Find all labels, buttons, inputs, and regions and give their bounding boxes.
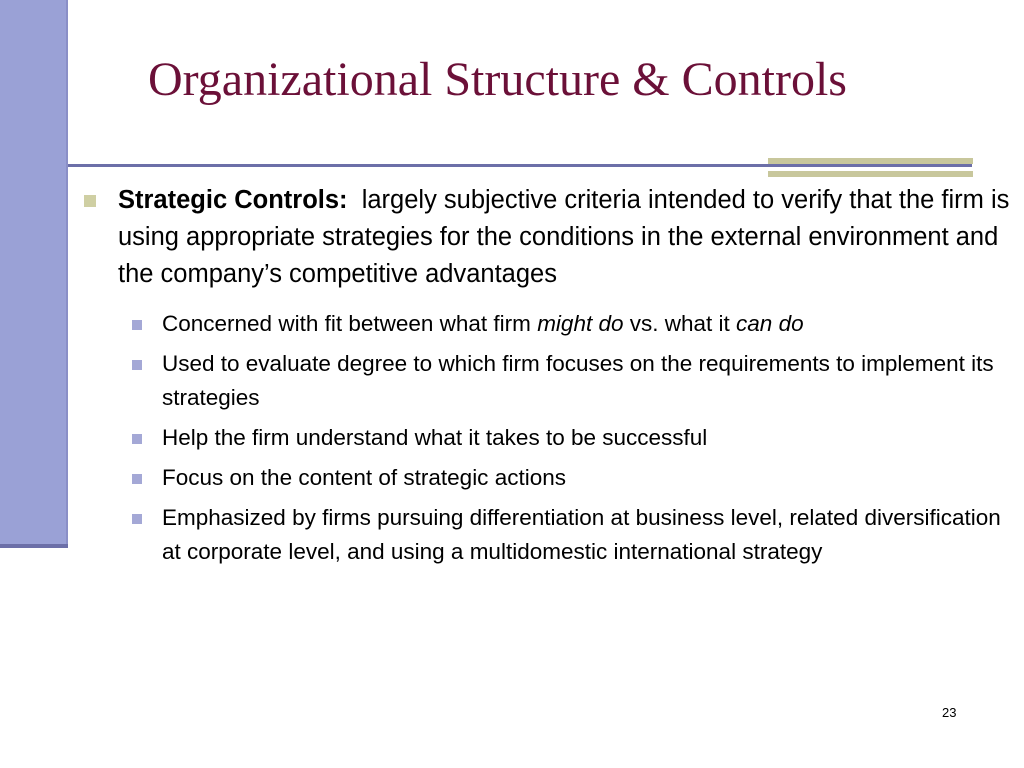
sub-bullet-fit xyxy=(82,307,1012,341)
square-bullet-icon xyxy=(84,195,96,207)
sub-bullet-text: Help the firm understand what it takes to be successful xyxy=(162,425,708,450)
sub-bullet-text: Focus on the content of strategic actions xyxy=(162,465,566,490)
bullet-strategic-controls xyxy=(82,182,1012,293)
emphasis-text: can do xyxy=(736,311,804,336)
sub-bullet-text: Used to evaluate degree to which firm focuses on the requirements to implement its strategies xyxy=(162,351,994,410)
slide-body xyxy=(82,182,1012,575)
left-decor-bar-edge xyxy=(0,544,68,548)
sub-bullet-text: Concerned with fit between what firm xyxy=(162,311,538,336)
page-number: 23 xyxy=(942,705,957,720)
divider-accent xyxy=(768,158,973,178)
sub-bullet-focus xyxy=(82,461,1012,495)
sub-bullet-emphasized xyxy=(82,501,1012,569)
sub-bullet-evaluate xyxy=(82,347,1012,415)
emphasis-text: might do xyxy=(537,311,624,336)
slide-title: Organizational Structure & Controls xyxy=(148,53,847,106)
square-bullet-icon xyxy=(132,474,142,484)
sub-bullet-list xyxy=(82,307,1012,569)
left-decor-bar xyxy=(0,0,68,546)
term-label: Strategic Controls: xyxy=(118,186,348,214)
square-bullet-icon xyxy=(132,360,142,370)
square-bullet-icon xyxy=(132,514,142,524)
square-bullet-icon xyxy=(132,434,142,444)
square-bullet-icon xyxy=(132,320,142,330)
sub-bullet-text: vs. what it xyxy=(623,311,737,336)
sub-bullet-text: Emphasized by firms pursuing differentiation at business level, related diversification at corporate level, and using a multidomestic international strategy xyxy=(162,505,1001,564)
term-definition: largely subjective criteria intended to verify that the firm is using appropriate strategies for the conditions in the external environment and the company’s competitive advantages xyxy=(118,186,1010,288)
sub-bullet-understand xyxy=(82,421,1012,455)
